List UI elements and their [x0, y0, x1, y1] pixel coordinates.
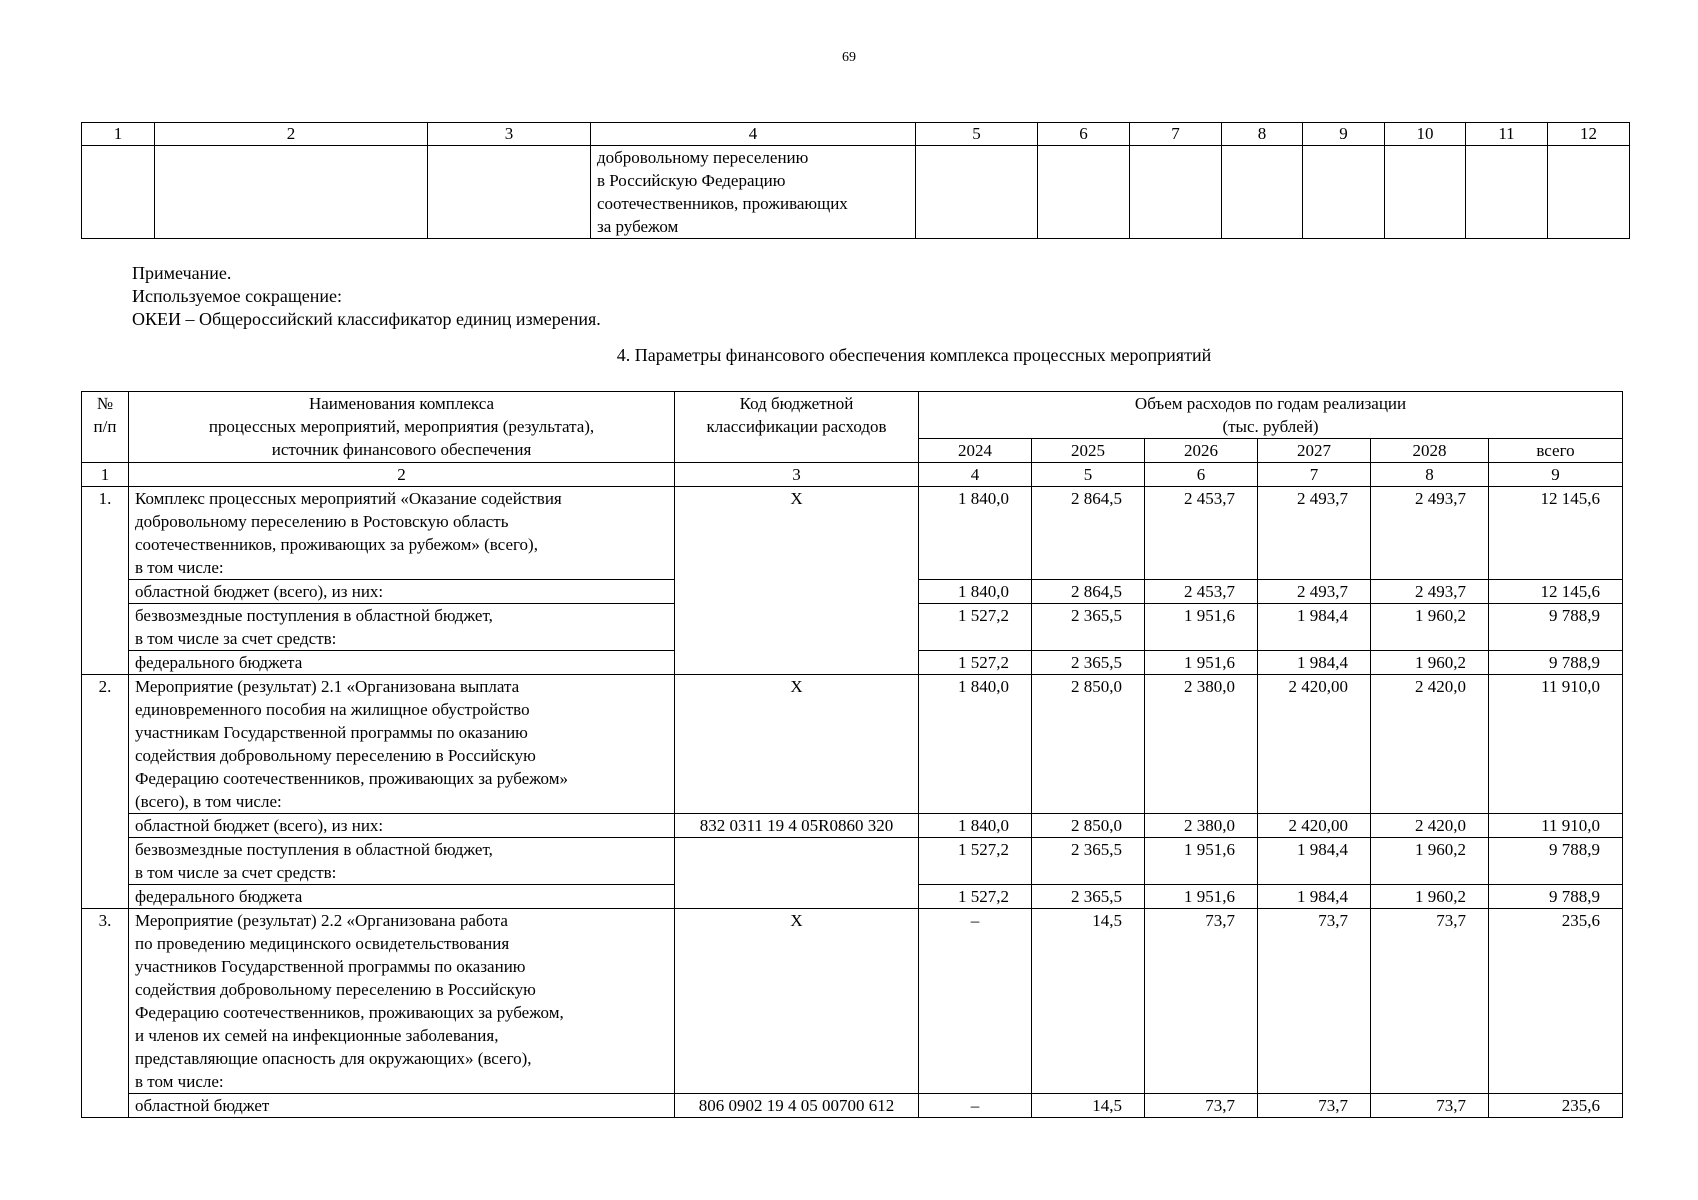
column-number: 10: [1385, 123, 1466, 146]
value-2026: 1 951,6: [1145, 651, 1258, 675]
value-total: 235,6: [1489, 909, 1623, 1094]
value-2025: 2 850,0: [1032, 814, 1145, 838]
value-total: 9 788,9: [1489, 885, 1623, 909]
section-title: 4. Параметры финансового обеспечения комплекса процессных мероприятий: [616, 345, 1212, 365]
budget-code: Х: [675, 675, 919, 814]
row-name: Комплекс процессных мероприятий «Оказание содействия добровольному переселению в Ростовскую область соотечественников, проживающих за рубежом» (всего), в том числе:: [129, 487, 675, 580]
value-2026: 73,7: [1145, 909, 1258, 1094]
value-2024: 1 527,2: [919, 885, 1032, 909]
note-line: ОКЕИ – Общероссийский классификатор единиц измерения.: [132, 309, 601, 329]
header-year: 2028: [1371, 439, 1489, 463]
column-number: 9: [1303, 123, 1385, 146]
value-2027: 73,7: [1258, 1094, 1371, 1118]
value-total: 9 788,9: [1489, 604, 1623, 651]
column-number: 4: [591, 123, 916, 146]
page-number: 69: [842, 50, 856, 65]
table-row: [82, 814, 1623, 838]
header-year: 2025: [1032, 439, 1145, 463]
header-code: Код бюджетной классификации расходов: [675, 392, 919, 463]
column-number: 2: [129, 463, 675, 487]
column-number: 3: [675, 463, 919, 487]
header-year: 2026: [1145, 439, 1258, 463]
value-2026: 1 951,6: [1145, 838, 1258, 885]
value-2024: 1 840,0: [919, 487, 1032, 580]
column-number: 7: [1130, 123, 1222, 146]
value-2028: 1 960,2: [1371, 604, 1489, 651]
table-row: [82, 838, 1623, 885]
column-number: 6: [1145, 463, 1258, 487]
value-2027: 2 420,00: [1258, 675, 1371, 814]
value-2027: 2 420,00: [1258, 814, 1371, 838]
column-number: 11: [1466, 123, 1548, 146]
row-name: безвозмездные поступления в областной бюджет, в том числе за счет средств:: [129, 838, 675, 885]
table-row: [82, 675, 1623, 814]
header-name: Наименования комплекса процессных мероприятий, мероприятия (результата), источник финансового обеспечения: [129, 392, 675, 463]
value-2028: 2 493,7: [1371, 580, 1489, 604]
column-number-row: [82, 463, 1623, 487]
value-2026: 2 453,7: [1145, 580, 1258, 604]
value-total: 11 910,0: [1489, 675, 1623, 814]
column-number-row: [82, 123, 1630, 146]
row-name: областной бюджет (всего), из них:: [129, 580, 675, 604]
value-2025: 2 365,5: [1032, 838, 1145, 885]
budget-code: 806 0902 19 4 05 00700 612: [675, 1094, 919, 1118]
value-2024: 1 840,0: [919, 580, 1032, 604]
value-2025: 2 850,0: [1032, 675, 1145, 814]
value-2028: 1 960,2: [1371, 651, 1489, 675]
value-total: 235,6: [1489, 1094, 1623, 1118]
row-number: 3.: [82, 909, 129, 1118]
value-2025: 2 864,5: [1032, 580, 1145, 604]
column-number: 5: [1032, 463, 1145, 487]
value-2028: 73,7: [1371, 1094, 1489, 1118]
value-2028: 73,7: [1371, 909, 1489, 1094]
value-2024: 1 527,2: [919, 838, 1032, 885]
header-volume: Объем расходов по годам реализации (тыс. рублей): [919, 392, 1623, 439]
table-row: [82, 146, 1630, 239]
table-row: [82, 487, 1623, 580]
column-number: 5: [916, 123, 1038, 146]
value-2028: 1 960,2: [1371, 885, 1489, 909]
row-text: добровольному переселению в Российскую Федерацию соотечественников, проживающих за рубежом: [591, 146, 916, 239]
row-name: федерального бюджета: [129, 885, 675, 909]
budget-code: 832 0311 19 4 05R0860 320: [675, 814, 919, 838]
value-2026: 2 380,0: [1145, 814, 1258, 838]
note-title: Примечание.: [132, 263, 232, 283]
row-name: Мероприятие (результат) 2.1 «Организована выплата единовременного пособия на жилищное обустройство участникам Государственной программы по оказанию содействия добровольному переселению в Российскую Федерацию соотечественников, проживающих за рубежом» (всего), в том числе:: [129, 675, 675, 814]
header-year: 2027: [1258, 439, 1371, 463]
header-row: [82, 392, 1623, 439]
column-number: 12: [1548, 123, 1630, 146]
value-2027: 2 493,7: [1258, 580, 1371, 604]
value-2028: 2 420,0: [1371, 675, 1489, 814]
value-2025: 2 365,5: [1032, 604, 1145, 651]
budget-code-empty: [675, 838, 919, 909]
value-2024: –: [919, 1094, 1032, 1118]
row-name: федерального бюджета: [129, 651, 675, 675]
value-total: 12 145,6: [1489, 580, 1623, 604]
value-2024: 1 527,2: [919, 651, 1032, 675]
value-2026: 73,7: [1145, 1094, 1258, 1118]
value-total: 12 145,6: [1489, 487, 1623, 580]
value-total: 9 788,9: [1489, 651, 1623, 675]
column-number: 6: [1038, 123, 1130, 146]
financing-table: [81, 391, 1623, 1118]
row-number: 1.: [82, 487, 129, 675]
value-2024: –: [919, 909, 1032, 1094]
column-number: 7: [1258, 463, 1371, 487]
value-2024: 1 527,2: [919, 604, 1032, 651]
value-2026: 2 453,7: [1145, 487, 1258, 580]
header-num: № п/п: [82, 392, 129, 463]
value-2026: 1 951,6: [1145, 604, 1258, 651]
value-2025: 2 365,5: [1032, 885, 1145, 909]
value-2027: 1 984,4: [1258, 604, 1371, 651]
row-name: Мероприятие (результат) 2.2 «Организована работа по проведению медицинского освидетельствования участников Государственной программы по оказанию содействия добровольному переселению в Российскую Федерацию соотечественников, проживающих за рубежом, и членов их семей на инфекционные заболевания, представляющие опасность для окружающих» (всего), в том числе:: [129, 909, 675, 1094]
row-number: 2.: [82, 675, 129, 909]
value-2027: 2 493,7: [1258, 487, 1371, 580]
column-number: 8: [1222, 123, 1303, 146]
note: [132, 262, 601, 331]
row-name: безвозмездные поступления в областной бюджет, в том числе за счет средств:: [129, 604, 675, 651]
column-number: 8: [1371, 463, 1489, 487]
value-2024: 1 840,0: [919, 675, 1032, 814]
table-row: [82, 909, 1623, 1094]
budget-code: Х: [675, 909, 919, 1094]
column-number: 1: [82, 123, 155, 146]
value-2025: 2 365,5: [1032, 651, 1145, 675]
value-2028: 2 420,0: [1371, 814, 1489, 838]
value-2026: 1 951,6: [1145, 885, 1258, 909]
value-2026: 2 380,0: [1145, 675, 1258, 814]
row-name: областной бюджет: [129, 1094, 675, 1118]
header-year: 2024: [919, 439, 1032, 463]
value-2028: 2 493,7: [1371, 487, 1489, 580]
row-name: областной бюджет (всего), из них:: [129, 814, 675, 838]
header-total: всего: [1489, 439, 1623, 463]
column-number: 1: [82, 463, 129, 487]
value-total: 9 788,9: [1489, 838, 1623, 885]
value-2027: 1 984,4: [1258, 838, 1371, 885]
value-total: 11 910,0: [1489, 814, 1623, 838]
column-number: 2: [155, 123, 428, 146]
note-line: Используемое сокращение:: [132, 286, 342, 306]
column-number: 3: [428, 123, 591, 146]
budget-code: Х: [675, 487, 919, 675]
value-2028: 1 960,2: [1371, 838, 1489, 885]
table-row: [82, 1094, 1623, 1118]
continuation-table: [81, 122, 1630, 239]
column-number: 9: [1489, 463, 1623, 487]
value-2027: 1 984,4: [1258, 885, 1371, 909]
value-2025: 14,5: [1032, 909, 1145, 1094]
column-number: 4: [919, 463, 1032, 487]
value-2027: 73,7: [1258, 909, 1371, 1094]
value-2025: 14,5: [1032, 1094, 1145, 1118]
value-2025: 2 864,5: [1032, 487, 1145, 580]
value-2024: 1 840,0: [919, 814, 1032, 838]
value-2027: 1 984,4: [1258, 651, 1371, 675]
